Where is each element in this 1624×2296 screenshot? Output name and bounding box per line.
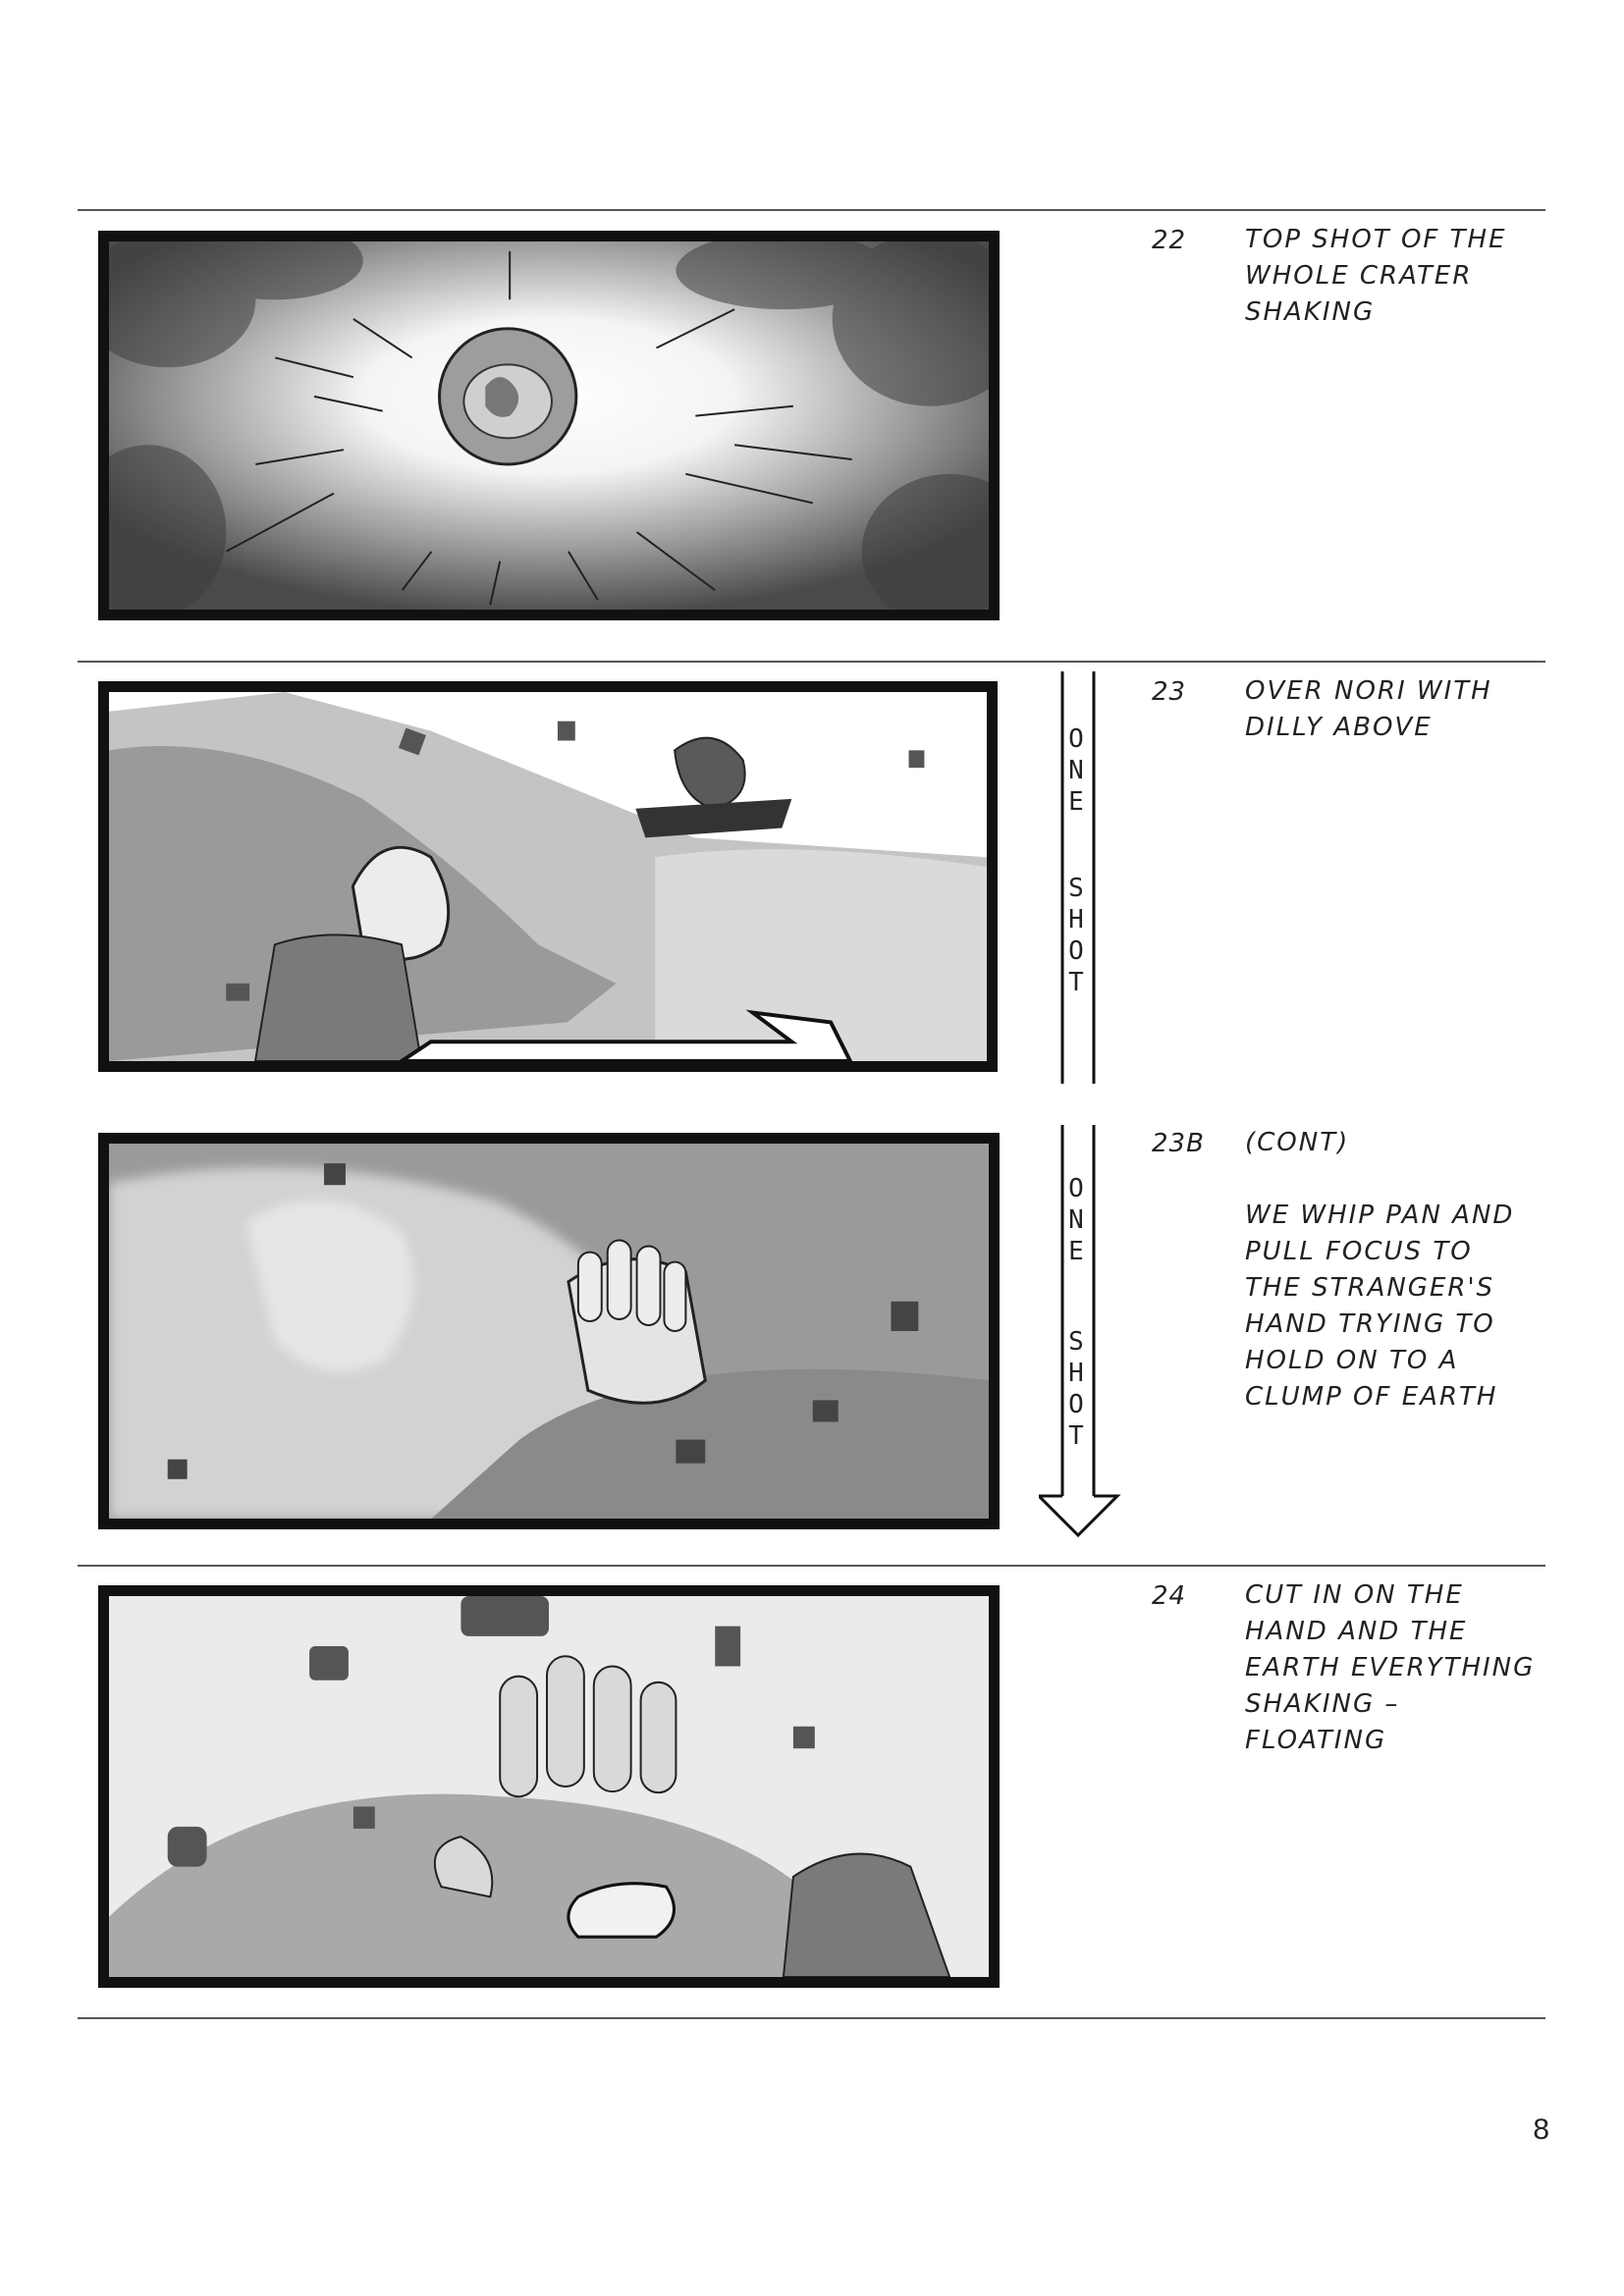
panel-24-line: HAND AND THE — [1245, 1617, 1468, 1646]
panel-23-image — [98, 681, 998, 1072]
one-shot-letter: O — [1068, 1174, 1084, 1203]
one-shot-letter: N — [1068, 1205, 1084, 1235]
one-shot-letter: H — [1068, 1359, 1084, 1388]
panel-23b-description — [1245, 1125, 1559, 1415]
panel-22-number: 22 — [1152, 226, 1187, 255]
panel-24-description — [1245, 1577, 1559, 1759]
panel-23b-line: WE WHIP PAN AND — [1245, 1201, 1515, 1230]
one-shot-letter: E — [1068, 787, 1084, 817]
panel-24-number: 24 — [1152, 1581, 1187, 1611]
panel-23b-line: (CONT) — [1245, 1128, 1350, 1157]
one-shot-letter: S — [1068, 1327, 1084, 1357]
page-number: 8 — [1533, 2113, 1549, 2146]
panel-23-number: 23 — [1152, 677, 1187, 707]
divider-22-23 — [78, 661, 1545, 663]
one-shot-letter: N — [1068, 756, 1084, 785]
panel-22-line: SHAKING — [1245, 297, 1376, 327]
panel-23b-line: THE STRANGER'S — [1245, 1273, 1495, 1303]
panel-22-line: TOP SHOT OF THE — [1245, 225, 1507, 254]
panel-23b-line: HOLD ON TO A — [1245, 1346, 1459, 1375]
panel-23b-number: 23B — [1152, 1129, 1205, 1158]
panel-23-line: OVER NORI WITH — [1245, 676, 1492, 706]
one-shot-letter: S — [1068, 874, 1084, 903]
panel-24-line: EARTH EVERYTHING — [1245, 1653, 1536, 1682]
panel-23b-line: CLUMP OF EARTH — [1245, 1382, 1498, 1412]
divider-23b-24 — [78, 1565, 1545, 1567]
one-shot-letter: E — [1068, 1237, 1084, 1266]
divider-top — [78, 209, 1545, 211]
one-shot-letter: O — [1068, 936, 1084, 966]
panel-24-line: CUT IN ON THE — [1245, 1580, 1464, 1610]
panel-22-line: WHOLE CRATER — [1245, 261, 1473, 291]
panel-23-line: DILLY ABOVE — [1245, 713, 1433, 742]
panel-24-image — [98, 1585, 1000, 1988]
panel-23b-image — [98, 1133, 1000, 1529]
one-shot-letter: O — [1068, 724, 1084, 754]
panel-24-line: FLOATING — [1245, 1726, 1387, 1755]
panel-23b-gap — [1245, 1161, 1559, 1198]
one-shot-letter: T — [1068, 1421, 1084, 1451]
panel-23b-line: PULL FOCUS TO — [1245, 1237, 1473, 1266]
one-shot-letter: H — [1068, 905, 1084, 934]
panel-24-line: SHAKING – — [1245, 1689, 1400, 1719]
one-shot-letter: O — [1068, 1390, 1084, 1419]
divider-bottom — [78, 2017, 1545, 2019]
panel-22-description — [1245, 222, 1559, 331]
one-shot-letter: T — [1068, 968, 1084, 997]
panel-22-image — [98, 231, 1000, 620]
panel-23-description — [1245, 673, 1559, 746]
panel-23b-line: HAND TRYING TO — [1245, 1309, 1495, 1339]
